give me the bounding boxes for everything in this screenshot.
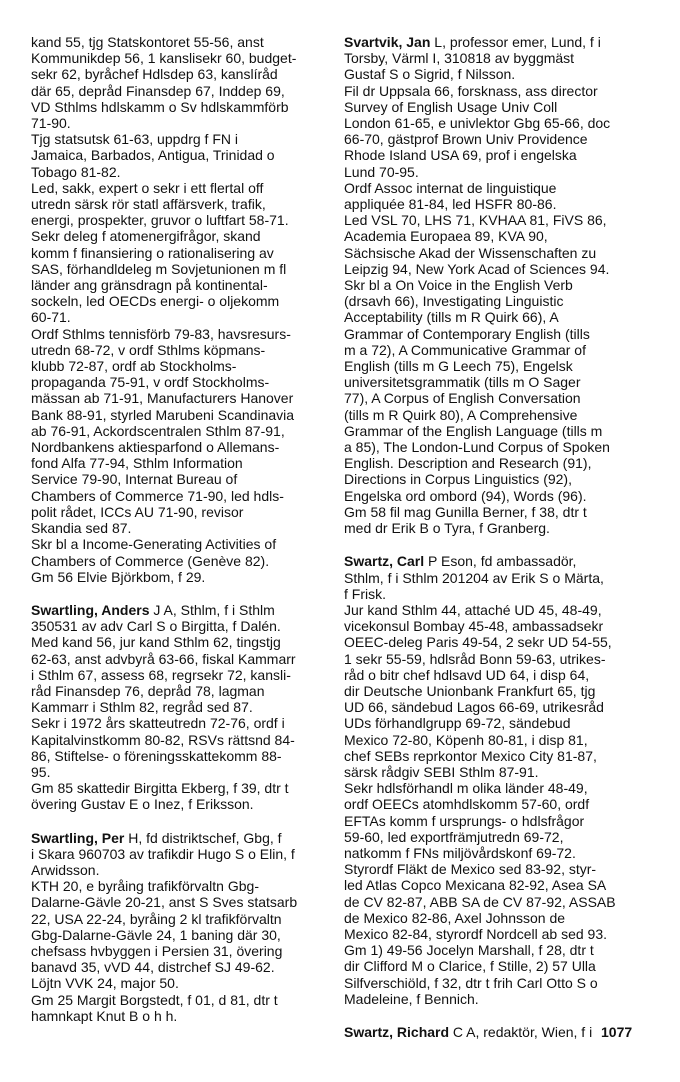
text-line: komm f finansiering o rationalisering av [31,244,274,261]
text-line: i Skara 960703 av trafikdir Hugo S o Elin, f [31,845,295,862]
text-line: Skr bl a Income-Generating Activities of [31,536,277,553]
text-line: m a 72), A Communicative Grammar of [344,341,586,358]
text-line: Ordf Assoc internat de linguistique [344,179,557,196]
text-line: Ordf Sthlms tennisförb 79-83, havsresurs- [31,325,291,342]
text-line: mässan ab 71-91, Manufacturers Hanover [31,390,294,407]
text-line: Arwidsson. [31,861,100,878]
text-line: energi, prospekter, gruvor o luftfart 58-71. [31,212,289,229]
text-line: Survey of English Usage Univ Coll [344,98,558,115]
biography-entry [344,1024,644,1040]
text-line: Grammar of the English Language (tills m [344,422,603,439]
text-line: VD Sthlms hdlskamm o Sv hdlskammförb [31,98,289,115]
text-line: Sächsische Akad der Wissenschaften zu [344,244,597,261]
biography-entry [31,830,331,1024]
text-line: led Atlas Copco Mexicana 82-92, Asea SA [344,877,607,894]
text-line: Kapitalvinstkomm 80-82, RSVs rättsnd 84- [31,731,295,748]
text-line: Jamaica, Barbados, Antigua, Trinidad o [31,147,275,164]
text-line: Academia Europaea 89, KVA 90, [344,228,548,245]
text-line: polit rådet, ICCs AU 71-90, revisor [31,503,244,520]
text-line: 60-71. [31,309,71,326]
text-line: UD 66, sändebud Lagos 66-69, utrikesråd [344,699,604,716]
text-line: klubb 72-87, ordf ab Stockholms- [31,358,237,375]
text-line: Kammarr i Sthlm 82, regråd sed 87. [31,699,253,716]
text-line: Gm 1) 49-56 Jocelyn Marshall, f 28, dtr t [344,942,594,959]
text-line: OEEC-deleg Paris 49-54, 2 sekr UD 54-55, [344,634,612,651]
entry-heading [344,553,644,569]
entry-heading-rest: J A, Sthlm, f i Sthlm [149,601,275,618]
text-line: länder ang gränsdragn på kontinental- [31,277,268,294]
text-line: Chambers of Commerce (Genève 82). [31,552,270,569]
text-line: 22, USA 22-24, byråing 2 kl trafikförvaltn [31,910,282,927]
entry-name: Swartz, Carl [344,553,425,570]
biography-entry [344,553,644,1007]
text-line: Madeleine, f Bennich. [344,990,479,1007]
text-line: med dr Erik B o Tyra, f Granberg. [344,520,550,537]
text-line: Lund 70-95. [344,163,419,180]
text-line: 86, Stiftelse- o föreningsskattekomm 88- [31,747,282,764]
text-line: Gm 85 skattedir Birgitta Ekberg, f 39, dtr t [31,780,289,797]
text-line: KTH 20, e byråing trafikförvaltn Gbg- [31,878,259,895]
text-line: Gm 25 Margit Borgstedt, f 01, d 81, dtr t [31,991,278,1008]
text-line: 95. [31,763,51,780]
entry-heading-rest: P Eson, fd ambassadör, [424,553,577,570]
entry-heading-rest: H, fd distriktschef, Gbg, f [124,829,282,846]
text-line: EFTAs komm f ursprungs- o hdlsfrågor [344,812,585,829]
text-line: Skr bl a On Voice in the English Verb [344,277,573,294]
text-line: Tjg statsutsk 61-63, uppdrg f FN i [31,131,238,148]
text-line: 62-63, anst advbyrå 63-66, fiskal Kammarr [31,650,296,667]
text-line: Acceptability (tills m R Quirk 66), A [344,309,559,326]
text-line: English (tills m G Leech 75), Engelsk [344,358,573,375]
text-line: a 85), The London-Lund Corpus of Spoken [344,439,610,456]
text-line: sockeln, led OECDs energi- o oljekomm [31,293,280,310]
text-line: universitetsgrammatik (tills m O Sager [344,374,581,391]
text-line: hamnkapt Knut B o h h. [31,1007,178,1024]
text-line: i Sthlm 67, assess 68, regrsekr 72, kansli- [31,666,291,683]
text-line: 71-90. [31,115,71,132]
text-line: Kommunikdep 56, 1 kanslisekr 60, budget- [31,50,297,67]
text-line: Sekr i 1972 års skatteutredn 72-76, ordf i [31,715,285,732]
text-line: Grammar of Contemporary English (tills [344,325,590,342]
entry-heading [31,602,331,618]
text-line: Directions in Corpus Linguistics (92), [344,471,572,488]
text-line: chefsass hvbyggen i Persien 31, övering [31,942,283,959]
text-line: Med kand 56, jur kand Sthlm 62, tingstjg [31,634,281,651]
text-line: sekr 62, byråchef Hdlsdep 63, kanslíråd [31,66,278,83]
text-line: de CV 82-87, ABB SA de CV 87-92, ASSAB [344,893,616,910]
text-line: Sekr deleg f atomenergifrågor, skand [31,228,261,245]
text-line: där 65, depråd Finansdep 67, Inddep 69, [31,82,285,99]
entry-name: Swartling, Anders [31,601,150,618]
text-line: Styrordf Fläkt de Mexico sed 83-92, styr- [344,861,597,878]
text-line: natkomm f FNs miljövårdskonf 69-72. [344,844,576,861]
text-line: Nordbankens aktiesparfond o Allemans- [31,439,280,456]
entry-heading [344,1024,644,1040]
text-line: Dalarne-Gävle 20-21, anst S Sves statsarb [31,894,298,911]
text-line: Gbg-Dalarne-Gävle 24, 1 baning där 30, [31,926,281,943]
text-line: 59-60, led exportfrämjutredn 69-72, [344,828,564,845]
text-line: Led VSL 70, LHS 71, KVHAA 81, FiVS 86, [344,212,607,229]
text-line: Skandia sed 87. [31,520,132,537]
text-line: Bank 88-91, styrled Marubeni Scandinavia [31,406,295,423]
text-line: Engelska ord ombord (94), Words (96). [344,487,587,504]
text-line: appliquée 81-84, led HSFR 80-86. [344,196,557,213]
text-line: Fil dr Uppsala 66, forsknass, ass director [344,82,598,99]
entry-name: Swartz, Richard [344,1023,450,1040]
text-line: London 61-65, e univlektor Gbg 65-66, doc [344,115,611,132]
text-line: råd o bitr chef hdlsavd UD 64, i disp 64, [344,666,590,683]
text-line: övering Gustav E o Inez, f Eriksson. [31,796,254,813]
text-line: ordf OEECs atomhdlskomm 57-60, ordf [344,796,590,813]
text-line: chef SEBs reprkontor Mexico City 81-87, [344,747,597,764]
text-line: Sekr hdlsförhandl m olika länder 48-49, [344,780,588,797]
text-line: vicekonsul Bombay 45-48, ambassadsekr [344,618,604,635]
text-line: råd Finansdep 76, depråd 78, lagman [31,682,265,699]
text-line: Rhode Island USA 69, prof i engelska [344,147,577,164]
entry-name: Svartvik, Jan [344,34,431,50]
text-line: Torsby, Värml I, 310818 av byggmäst [344,50,575,67]
text-line: utredn 68-72, v ordf Sthlms köpmans- [31,341,266,358]
text-line: Silfverschiöld, f 32, dtr t frih Carl Otto S o [344,974,598,991]
text-line: Mexico 72-80, Köpenh 80-81, i disp 81, [344,731,588,748]
text-line: 1 sekr 55-59, hdlsråd Bonn 59-63, utrikes- [344,650,606,667]
text-line: English. Description and Research (91), [344,455,592,472]
right-column [344,34,644,1057]
entry-heading [31,830,331,846]
text-line: de Mexico 82-86, Axel Johnsson de [344,909,566,926]
page-number: 1077 [601,1024,633,1040]
text-line: dir Deutsche Unionbank Frankfurt 65, tjg [344,682,596,699]
text-line: ab 76-91, Ackordscentralen Sthlm 87-91, [31,422,285,439]
text-line: särsk rådgiv SEBI Sthlm 87-91. [344,763,539,780]
text-line: utredn särsk rör statl affärsverk, trafik, [31,196,266,213]
text-line: 66-70, gästprof Brown Univ Providence [344,131,588,148]
text-line: Jur kand Sthlm 44, attaché UD 45, 48-49, [344,601,602,618]
text-line: SAS, förhandldeleg m Sovjetunionen m fl [31,260,287,277]
text-line: Led, sakk, expert o sekr i ett flertal off [31,179,264,196]
text-line: 77), A Corpus of English Conversation [344,390,581,407]
entry-name: Swartling, Per [31,829,125,846]
text-line: propaganda 75-91, v ordf Stockholms- [31,374,270,391]
biography-entry [31,34,331,585]
text-line: Mexico 82-84, styrordf Nordcell ab sed 93. [344,925,608,942]
text-line: (tills m R Quirk 80), A Comprehensive [344,406,578,423]
text-line: fond Alfa 77-94, Sthlm Information [31,455,243,472]
text-line: 350531 av adv Carl S o Birgitta, f Dalén. [31,618,281,635]
biography-entry [344,34,644,536]
text-line: Gm 56 Elvie Björkbom, f 29. [31,568,206,585]
text-line: Chambers of Commerce 71-90, led hdls- [31,487,284,504]
text-line: banavd 35, vVD 44, distrchef SJ 49-62. [31,959,275,976]
text-line: kand 55, tjg Statskontoret 55-56, anst [31,34,264,50]
left-column [31,34,331,1041]
text-line: Gm 58 fil mag Gunilla Berner, f 38, dtr t [344,503,587,520]
text-line: Service 79-90, Internat Bureau of [31,471,238,488]
entry-heading-rest: L, professor emer, Lund, f i [430,34,601,50]
text-line: f Frisk. [344,585,386,602]
text-line: (drsavh 66), Investigating Linguistic [344,293,564,310]
text-line: Leipzig 94, New York Acad of Sciences 94. [344,260,610,277]
text-line: Gustaf S o Sigrid, f Nilsson. [344,66,516,83]
text-line: Tobago 81-82. [31,163,121,180]
biography-entry [31,602,331,813]
entry-heading [344,34,644,50]
entry-heading-rest: C A, redaktör, Wien, f i [449,1023,593,1040]
text-line: dir Clifford M o Clarice, f Stille, 2) 57 Ulla [344,958,596,975]
text-line: Löjtn VVK 24, major 50. [31,975,179,992]
text-line: UDs förhandlgrupp 69-72, sändebud [344,715,571,732]
text-line: Sthlm, f i Sthlm 201204 av Erik S o Märta, [344,569,604,586]
